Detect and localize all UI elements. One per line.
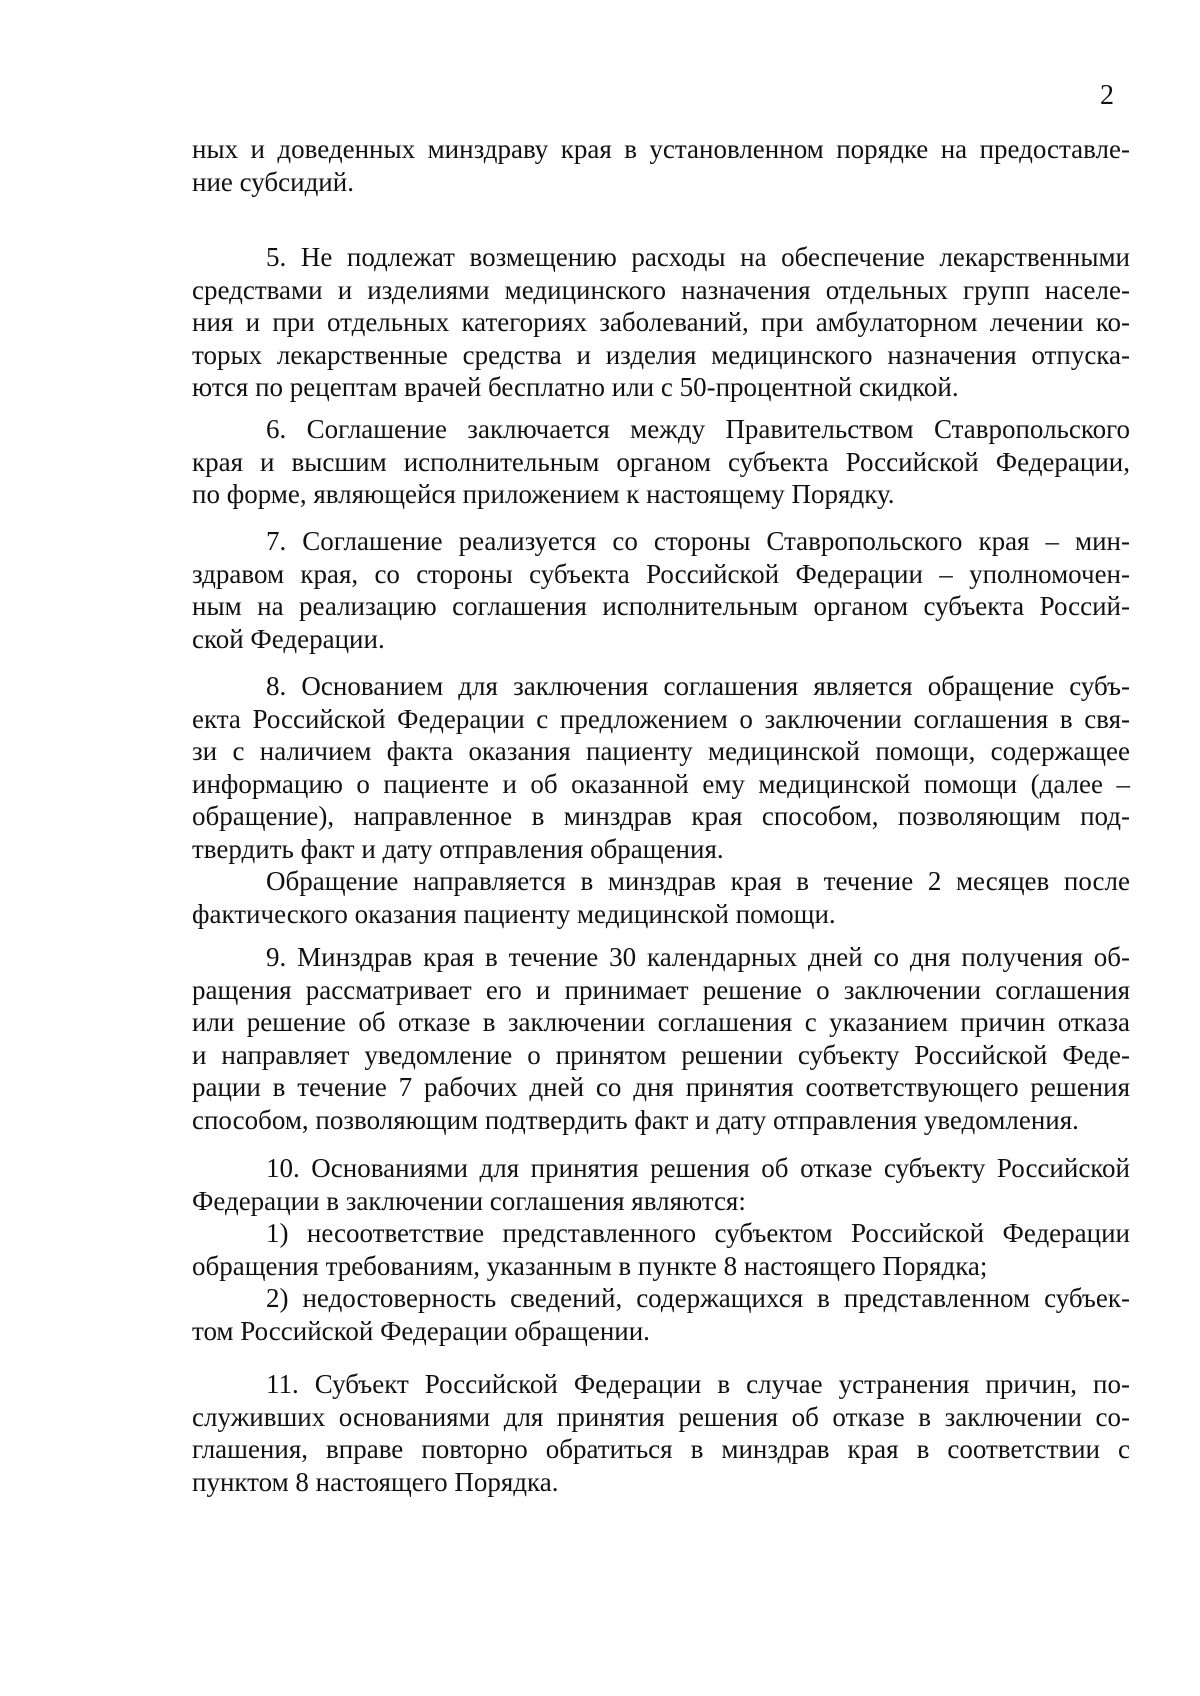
- paragraph-7: [192, 525, 1130, 655]
- text-line: торых лекарственные средства и изделия медицинского назначения отпуска-: [192, 339, 1130, 370]
- text-line: рации в течение 7 рабочих дней со дня принятия соответствующего решения: [192, 1072, 1130, 1102]
- text-line: 8. Основанием для заключения соглашения является обращение субъ-: [266, 671, 1130, 701]
- paragraph-continuation: [192, 133, 1130, 198]
- text-line: ных и доведенных минздраву края в установленном порядке на предоставле-: [192, 134, 1130, 164]
- paragraph-6: [192, 413, 1130, 511]
- text-line: ются по рецептам врачей бесплатно или с 50-процентной скидкой.: [192, 372, 959, 402]
- text-line: ния и при отдельных категориях заболеваний, при амбулаторном лечении ко-: [192, 307, 1130, 337]
- text-line: том Российской Федерации обращении.: [192, 1315, 650, 1346]
- text-line: края и высшим исполнительным органом субъекта Российской Федерации,: [192, 446, 1130, 477]
- text-line: 1) несоответствие представленного субъектом Российской Федерации: [266, 1218, 1130, 1248]
- text-line: способом, позволяющим подтвердить факт и дату отправления уведомления.: [192, 1104, 1079, 1135]
- page-number: 2: [1100, 80, 1114, 111]
- text-line: информацию о пациенте и об оказанной ему медицинской помощи (далее –: [192, 768, 1130, 799]
- text-line: фактического оказания пациенту медицинской помощи.: [192, 898, 836, 929]
- text-line: ние субсидий.: [192, 166, 354, 197]
- paragraph-10-item-2: [192, 1282, 1130, 1347]
- text-line: средствами и изделиями медицинского назначения отдельных групп населе-: [192, 274, 1130, 305]
- paragraph-9: [192, 941, 1130, 1136]
- text-line: 2) недостоверность сведений, содержащихся в представленном субъек-: [266, 1283, 1130, 1313]
- paragraph-11: [192, 1368, 1130, 1498]
- text-line: служивших основаниями для принятия решения об отказе в заключении со-: [192, 1401, 1130, 1432]
- text-line: пунктом 8 настоящего Порядка.: [192, 1466, 559, 1497]
- paragraph-10-item-1: [192, 1217, 1130, 1282]
- paragraph-10: [192, 1152, 1130, 1217]
- text-line: ращения рассматривает его и принимает решение о заключении соглашения: [192, 974, 1130, 1005]
- text-line: 7. Соглашение реализуется со стороны Ставропольского края – мин-: [266, 526, 1130, 556]
- text-line: обращения требованиям, указанным в пункте 8 настоящего Порядка;: [192, 1250, 988, 1281]
- text-line: 11. Субъект Российской Федерации в случае устранения причин, по-: [266, 1369, 1130, 1399]
- text-line: зи с наличием факта оказания пациенту медицинской помощи, содержащее: [192, 736, 1130, 766]
- text-line: 6. Соглашение заключается между Правительством Ставропольского: [266, 414, 1130, 444]
- text-line: 9. Минздрав края в течение 30 календарных дней со дня получения об-: [266, 942, 1130, 972]
- text-line: обращение), направленное в минздрав края способом, позволяющим под-: [192, 801, 1130, 831]
- text-line: глашения, вправе повторно обратиться в минздрав края в соответствии с: [192, 1434, 1130, 1464]
- text-line: или решение об отказе в заключении соглашения с указанием причин отказа: [192, 1007, 1130, 1037]
- text-line: екта Российской Федерации с предложением о заключении соглашения в свя-: [192, 703, 1130, 734]
- text-line: ным на реализацию соглашения исполнительным органом субъекта Россий-: [192, 591, 1130, 621]
- paragraph-8-second: [192, 865, 1130, 930]
- text-line: по форме, являющейся приложением к настоящему Порядку.: [192, 479, 895, 509]
- text-line: Обращение направляется в минздрав края в течение 2 месяцев после: [266, 866, 1130, 896]
- text-line: ской Федерации.: [192, 623, 385, 654]
- paragraph-5: [192, 241, 1130, 404]
- text-line: и направляет уведомление о принятом решении субъекту Российской Феде-: [192, 1039, 1130, 1070]
- text-line: твердить факт и дату отправления обращения.: [192, 833, 724, 864]
- text-line: 5. Не подлежат возмещению расходы на обеспечение лекарственными: [266, 242, 1130, 272]
- text-line: Федерации в заключении соглашения являются:: [192, 1185, 746, 1216]
- paragraph-8: [192, 670, 1130, 865]
- text-line: 10. Основаниями для принятия решения об отказе субъекту Российской: [266, 1153, 1130, 1183]
- text-line: здравом края, со стороны субъекта Российской Федерации – уполномочен-: [192, 558, 1130, 589]
